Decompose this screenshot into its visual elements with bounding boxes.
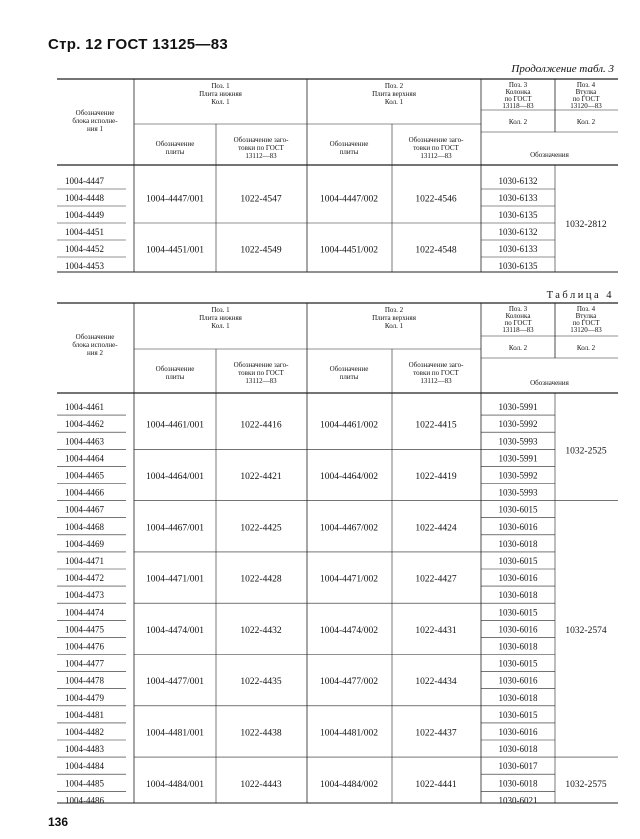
table3-pos4-header: по ГОСТ [572,95,600,103]
table4-pos2-plate: 1004-4467/002 [319,523,379,534]
table4-blank-header: 13112—83 [420,377,452,385]
table4-block-designation: 1004-4466 [65,487,104,498]
table4-block-header: блока исполне- [72,341,118,349]
table4-block-designation: 1004-4465 [65,470,104,481]
table4-block-header: Обозначение [75,333,115,341]
table4-block-designation: 1004-4472 [65,573,104,584]
table4-pos1-plate: 1004-4461/001 [145,420,205,431]
table4-pos2-plate: 1004-4474/002 [319,625,379,636]
table4-column-designation: 1030-6015 [498,556,538,566]
table3-pos2-header: Плита верхняя [372,90,416,98]
table4-pos4-value: 1032-2574 [565,625,607,636]
table3-plate-header: Обозначение [155,140,195,148]
table3-pos3-header: 13118—83 [502,102,534,110]
table4-column-designation: 1030-6016 [498,675,538,686]
table3-column-designation: 1030-6135 [498,261,538,271]
table4-plate-header: Обозначение [329,365,369,373]
table3-pos3-header: Поз. 3 [508,81,528,89]
table4-column-designation: 1030-6018 [498,692,538,703]
table4-block-designation: 1004-4468 [65,521,104,532]
table4-pos1-blank: 1022-4428 [240,574,282,585]
table4-pos1-plate: 1004-4474/001 [145,625,205,636]
table4-column-designation: 1030-6015 [498,607,538,618]
table4-column-designation: 1030-5993 [498,436,538,447]
table3-pos1-blank: 1022-4547 [240,194,282,205]
table4-block-designation: 1004-4478 [65,675,104,686]
table4-column-designation: 1030-5993 [498,487,538,498]
table4-block-designation: 1004-4482 [65,727,104,737]
table4-blank-header: товки по ГОСТ [413,369,459,377]
table4-pos4-header: Поз. 4 [576,305,596,313]
table4-column-designation: 1030-6018 [498,641,538,652]
table4-plate-header: Обозначение [155,365,195,373]
table3-pos1-header: Поз. 1 [211,82,230,90]
table4-column-designation: 1030-6015 [498,504,538,515]
table4-pos4-header: Втулка [575,312,597,320]
table3-block-designation: 1004-4453 [65,261,104,271]
table3-plate-header: плиты [339,148,359,156]
table4-pos4-value: 1032-2575 [565,779,607,790]
table4-pos3-header: Колонка [505,312,531,320]
table4-pos1-header: Поз. 1 [211,306,230,314]
table3-qty-label: Кол. 2 [508,118,528,126]
table4-column-designation: 1030-6015 [498,709,538,720]
table4-block-designation: 1004-4477 [65,658,104,669]
table3-blank-header: Обозначение заго- [233,136,289,144]
table3-blank-header: Обозначение заго- [408,136,464,144]
table4-block-designation: 1004-4479 [65,692,104,703]
table4-block-designation: 1004-4486 [65,795,104,806]
table4-pos2-plate: 1004-4484/002 [319,779,379,790]
table4-block-designation: 1004-4473 [65,590,104,601]
table4-pos1-blank: 1022-4443 [240,779,282,790]
table3-pos2-plate: 1004-4451/002 [319,245,379,256]
table3-block-designation: 1004-4452 [65,244,104,254]
table4-pos2-header: Поз. 2 [384,306,404,314]
table4-pos1-plate: 1004-4464/001 [145,471,205,482]
table4-pos2-blank: 1022-4437 [415,728,457,739]
table4-blank-header: Обозначение заго- [233,361,289,369]
table4-pos1-blank: 1022-4432 [240,625,282,636]
table3-plate-header: Обозначение [329,140,369,148]
table4-column-designation: 1030-6018 [498,538,538,549]
table4-column-designation: 1030-5991 [498,402,538,413]
table3-block-header: ния 1 [87,125,103,133]
table3-column-designation: 1030-6133 [498,193,538,203]
table3-block-designation: 1004-4451 [65,227,104,237]
table3-pos1-header: Плита нижняя [199,90,242,98]
table4-pos1-header: Кол. 1 [211,322,230,330]
table3-pos2-blank: 1022-4546 [415,194,457,205]
table3-pos3-header: Колонка [505,88,531,96]
table4-pos2-plate: 1004-4461/002 [319,420,379,431]
table4-pos1-header: Плита нижняя [199,314,242,322]
table4-pos2-blank: 1022-4424 [415,523,457,534]
table3-pos4-header: Втулка [575,88,597,96]
table4-pos2-blank: 1022-4434 [415,677,457,688]
table4-pos2-plate: 1004-4477/002 [319,677,379,688]
table4-pos1-plate: 1004-4471/001 [145,574,205,585]
table4-block-designation: 1004-4467 [65,504,104,515]
table4-pos4-value: 1032-2525 [565,446,607,457]
table4-column-designation: 1030-6015 [498,658,538,669]
table4-pos2-plate: 1004-4471/002 [319,574,379,585]
table4-column-designation: 1030-6016 [498,624,538,635]
table4-pos1-plate: 1004-4481/001 [145,728,205,739]
table3-plate-header: плиты [165,148,185,156]
table3-pos2-header: Кол. 1 [384,98,404,106]
table4-column-designation: 1030-6016 [498,727,538,737]
table4-block-designation: 1004-4484 [65,761,104,772]
table4-block-designation: 1004-4475 [65,624,104,635]
table4-qty-label: Кол. 2 [576,344,596,352]
page-number: 136 [48,815,69,829]
table3-block-header: блока исполне- [72,117,118,125]
table4-pos2-header: Плита верхняя [372,314,416,322]
table3-qty-label: Кол. 2 [576,118,596,126]
table3-blank-header: 13112—83 [245,152,277,160]
table4-block-designation: 1004-4462 [65,419,104,430]
table4-pos1-blank: 1022-4438 [240,728,282,739]
table3-pos1-plate: 1004-4447/001 [145,194,205,205]
table4-block-designation: 1004-4469 [65,538,104,549]
table4-pos1-blank: 1022-4421 [240,471,282,482]
table3-pos4-header: 13120—83 [570,102,602,110]
table4-blank-header: товки по ГОСТ [238,369,284,377]
table3-pos2-plate: 1004-4447/002 [319,194,379,205]
table4-pos1-plate: 1004-4467/001 [145,523,205,534]
table4-column-designation: 1030-6018 [498,778,538,789]
table4-pos2-header: Кол. 1 [384,322,404,330]
table4-plate-header: плиты [165,373,185,381]
table3-pos1-blank: 1022-4549 [240,245,282,256]
table4-block-designation: 1004-4476 [65,641,104,652]
table4-block-designation: 1004-4483 [65,744,104,755]
table4-block-designation: 1004-4461 [65,402,104,413]
table4-column-designation: 1030-6017 [498,761,538,772]
table4-block-header: ния 2 [87,349,103,357]
table-continuation-label: Продолжение табл. 3 [511,63,614,75]
table3-block-header: Обозначение [75,109,115,117]
table4-pos2-blank: 1022-4415 [415,420,457,431]
table3-blank-header: товки по ГОСТ [413,144,459,152]
table4-column-designation: 1030-5992 [498,419,538,430]
table3-pos1-plate: 1004-4451/001 [145,245,205,256]
table3-column-designation: 1030-6132 [498,227,538,237]
table4-block-designation: 1004-4485 [65,778,104,789]
table4-pos4-header: по ГОСТ [572,319,600,327]
table4-column-designation: 1030-5992 [498,470,538,481]
page-header: Стр. 12 ГОСТ 13125—83 [48,36,228,53]
table4-pos2-blank: 1022-4427 [415,574,457,585]
table4-pos3-header: 13118—83 [502,326,534,334]
table4-column-designation: 1030-6016 [498,573,538,584]
table4-block-designation: 1004-4481 [65,709,104,720]
table4-qty-label: Кол. 2 [508,344,528,352]
table4-pos1-blank: 1022-4425 [240,523,282,534]
table4-plate-header: плиты [339,373,359,381]
table4-block-designation: 1004-4463 [65,436,104,447]
table4-pos1-blank: 1022-4435 [240,677,282,688]
table4-column-designation: 1030-6018 [498,590,538,601]
table4-column-designation: 1030-6016 [498,521,538,532]
table4-pos3-header: по ГОСТ [504,319,532,327]
table3-blank-header: товки по ГОСТ [238,144,284,152]
table3-pos4-value: 1032-2812 [565,220,607,230]
table4-pos1-plate: 1004-4477/001 [145,677,205,688]
table4-pos2-blank: 1022-4441 [415,779,457,790]
table4-pos2-plate: 1004-4481/002 [319,728,379,739]
table3-pos3-header: по ГОСТ [504,95,532,103]
table4-pos3-header: Поз. 3 [508,305,528,313]
table3-column-designation: 1030-6132 [498,176,538,186]
table4-column-designation: 1030-6021 [498,795,538,806]
table4-pos1-blank: 1022-4416 [240,420,282,431]
table4-block-designation: 1004-4464 [65,453,104,464]
table4-designations-label: Обозначения [530,379,569,387]
table3-pos2-header: Поз. 2 [384,82,404,90]
table3-blank-header: 13112—83 [420,152,452,160]
table4-blank-header: Обозначение заго- [408,361,464,369]
table4-block-designation: 1004-4474 [65,607,104,618]
table4-pos2-blank: 1022-4419 [415,471,457,482]
table-title: Таблица 4 [546,290,614,301]
table4-column-designation: 1030-6018 [498,744,538,755]
table3-block-designation: 1004-4447 [65,176,104,186]
table4-pos1-plate: 1004-4484/001 [145,779,205,790]
table3-pos4-header: Поз. 4 [576,81,596,89]
table3-column-designation: 1030-6135 [498,210,538,220]
table3-pos1-header: Кол. 1 [211,98,230,106]
table4-pos2-plate: 1004-4464/002 [319,471,379,482]
table3-designations-label: Обозначения [530,151,569,159]
table3-block-designation: 1004-4448 [65,193,104,203]
table4-block-designation: 1004-4471 [65,556,104,566]
table4-pos2-blank: 1022-4431 [415,625,457,636]
table4-pos4-header: 13120—83 [570,326,602,334]
table4-column-designation: 1030-5991 [498,453,538,464]
table3-block-designation: 1004-4449 [65,210,104,220]
table4-blank-header: 13112—83 [245,377,277,385]
table3-pos2-blank: 1022-4548 [415,245,457,256]
table3-column-designation: 1030-6133 [498,244,538,254]
